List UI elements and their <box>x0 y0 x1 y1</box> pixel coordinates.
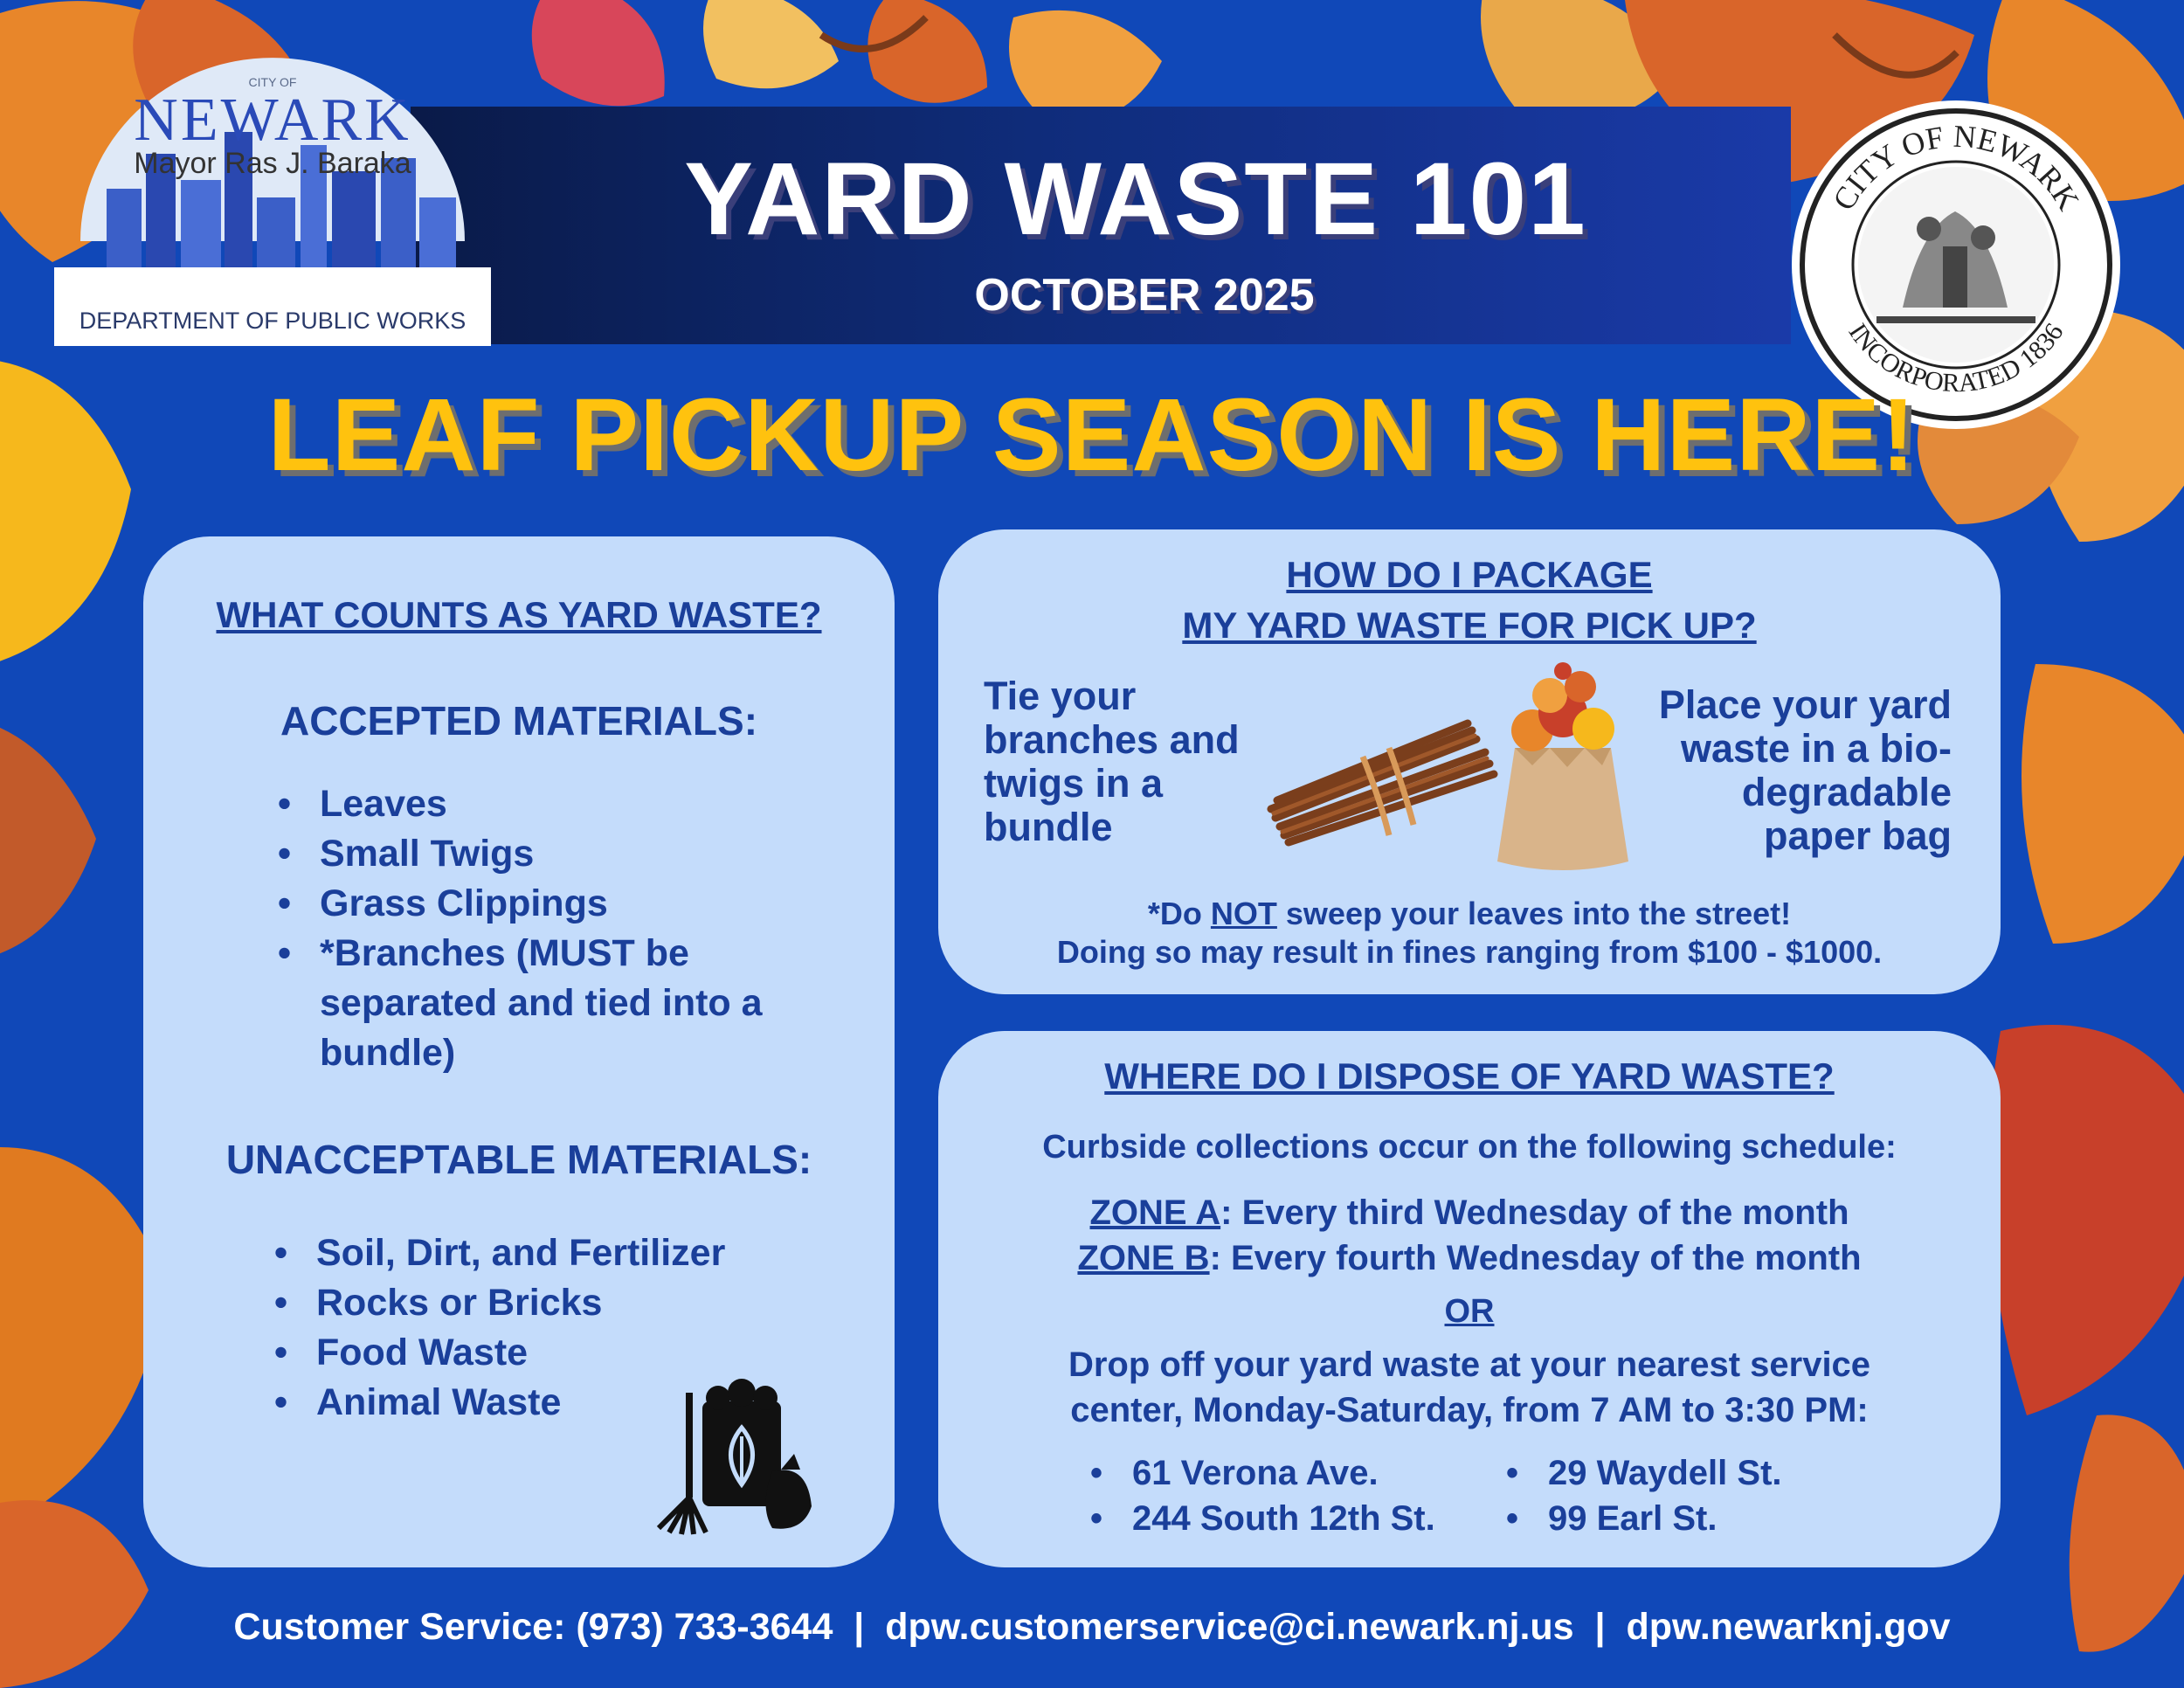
list-item: • Soil, Dirt, and Fertilizer <box>274 1228 764 1278</box>
dpw-website-link[interactable]: dpw.newarknj.gov <box>1626 1606 1951 1648</box>
customer-service-email[interactable]: dpw.customerservice@ci.newark.nj.us <box>885 1606 1574 1648</box>
service-centers-right <box>1506 1450 1856 1541</box>
package-heading-line1: HOW DO I PACKAGE <box>1286 554 1653 595</box>
newark-dpw-logo <box>54 49 491 346</box>
package-heading-line2: MY YARD WASTE FOR PICK UP? <box>1182 605 1757 646</box>
list-item: • *Branches (MUST be separated and tied into a bundle) <box>278 929 819 1078</box>
service-center-item: • 29 Waydell St. <box>1506 1450 1856 1496</box>
list-item: • Rocks or Bricks <box>274 1278 764 1328</box>
tie-bundle-instruction: Tie your branches and twigs in a bundle <box>984 674 1240 849</box>
list-item: • Small Twigs <box>278 829 819 879</box>
list-item: • Leaves <box>278 779 819 829</box>
yard-waste-materials-panel <box>143 536 895 1567</box>
logo-city-name: NEWARK <box>134 86 411 154</box>
service-center-item: • 99 Earl St. <box>1506 1496 1856 1541</box>
customer-service-phone[interactable]: Customer Service: (973) 733-3644 <box>233 1606 833 1648</box>
warning-fines: Doing so may result in fines ranging from $100 - $1000. <box>1056 934 1883 970</box>
svg-text:CITY OF NEWARK: CITY OF NEWARK <box>1825 118 2086 217</box>
logo-department: DEPARTMENT OF PUBLIC WORKS <box>79 308 467 334</box>
leaf-bag-icon <box>1480 661 1646 879</box>
zone-b-text: : Every fourth Wednesday of the month <box>1209 1239 1862 1277</box>
accepted-heading: ACCEPTED MATERIALS: <box>280 698 758 744</box>
footer-separator: | <box>854 1606 865 1648</box>
zone-a-label: ZONE A <box>1089 1193 1221 1232</box>
twig-bundle-icon <box>1258 713 1511 853</box>
dropoff-instruction: Drop off your yard waste at your nearest service center, Monday-Saturday, from 7 AM to 3:30 PM: <box>1068 1346 1871 1429</box>
warning-prefix: *Do <box>1147 896 1211 931</box>
list-item: • Animal Waste <box>274 1378 764 1428</box>
dispose-heading: WHERE DO I DISPOSE OF YARD WASTE? <box>1104 1055 1835 1097</box>
svg-text:INCORPORATED 1836: INCORPORATED 1836 <box>1842 318 2070 398</box>
curbside-intro: Curbside collections occur on the following schedule: <box>1042 1129 1897 1166</box>
footer-separator: | <box>1594 1606 1606 1648</box>
logo-city-of: CITY OF <box>248 75 297 89</box>
what-counts-heading: WHAT COUNTS AS YARD WASTE? <box>216 594 822 635</box>
no-sweep-warning <box>938 895 2001 972</box>
list-item: • Grass Clippings <box>278 879 819 929</box>
leaf-season-headline: LEAF PICKUP SEASON IS HERE! <box>267 377 1917 493</box>
main-title: YARD WASTE 101 <box>684 142 1587 257</box>
warning-not: NOT <box>1210 896 1277 931</box>
unacceptable-heading: UNACCEPTABLE MATERIALS: <box>225 1137 812 1182</box>
zone-b-schedule <box>938 1239 2001 1278</box>
contact-footer <box>0 1606 2184 1649</box>
bag-instruction: Place your yard waste in a bio-degradable paper bag <box>1658 682 1952 858</box>
yard-waste-bin-icon <box>641 1366 816 1541</box>
issue-date: OCTOBER 2025 <box>974 270 1315 321</box>
warning-suffix: sweep your leaves into the street! <box>1276 896 1792 931</box>
accepted-list <box>278 779 819 1078</box>
list-item: • Food Waste <box>274 1328 764 1378</box>
or-divider: OR <box>1444 1293 1495 1330</box>
service-center-item: • 244 South 12th St. <box>1090 1496 1492 1541</box>
disposal-panel <box>938 1031 2001 1567</box>
service-center-item: • 61 Verona Ave. <box>1090 1450 1492 1496</box>
zone-a-text: : Every third Wednesday of the month <box>1220 1193 1849 1232</box>
zone-b-label: ZONE B <box>1077 1239 1210 1277</box>
packaging-panel <box>938 529 2001 994</box>
service-centers-left <box>1090 1450 1492 1541</box>
logo-mayor: Mayor Ras J. Baraka <box>134 147 411 180</box>
zone-a-schedule <box>938 1193 2001 1233</box>
